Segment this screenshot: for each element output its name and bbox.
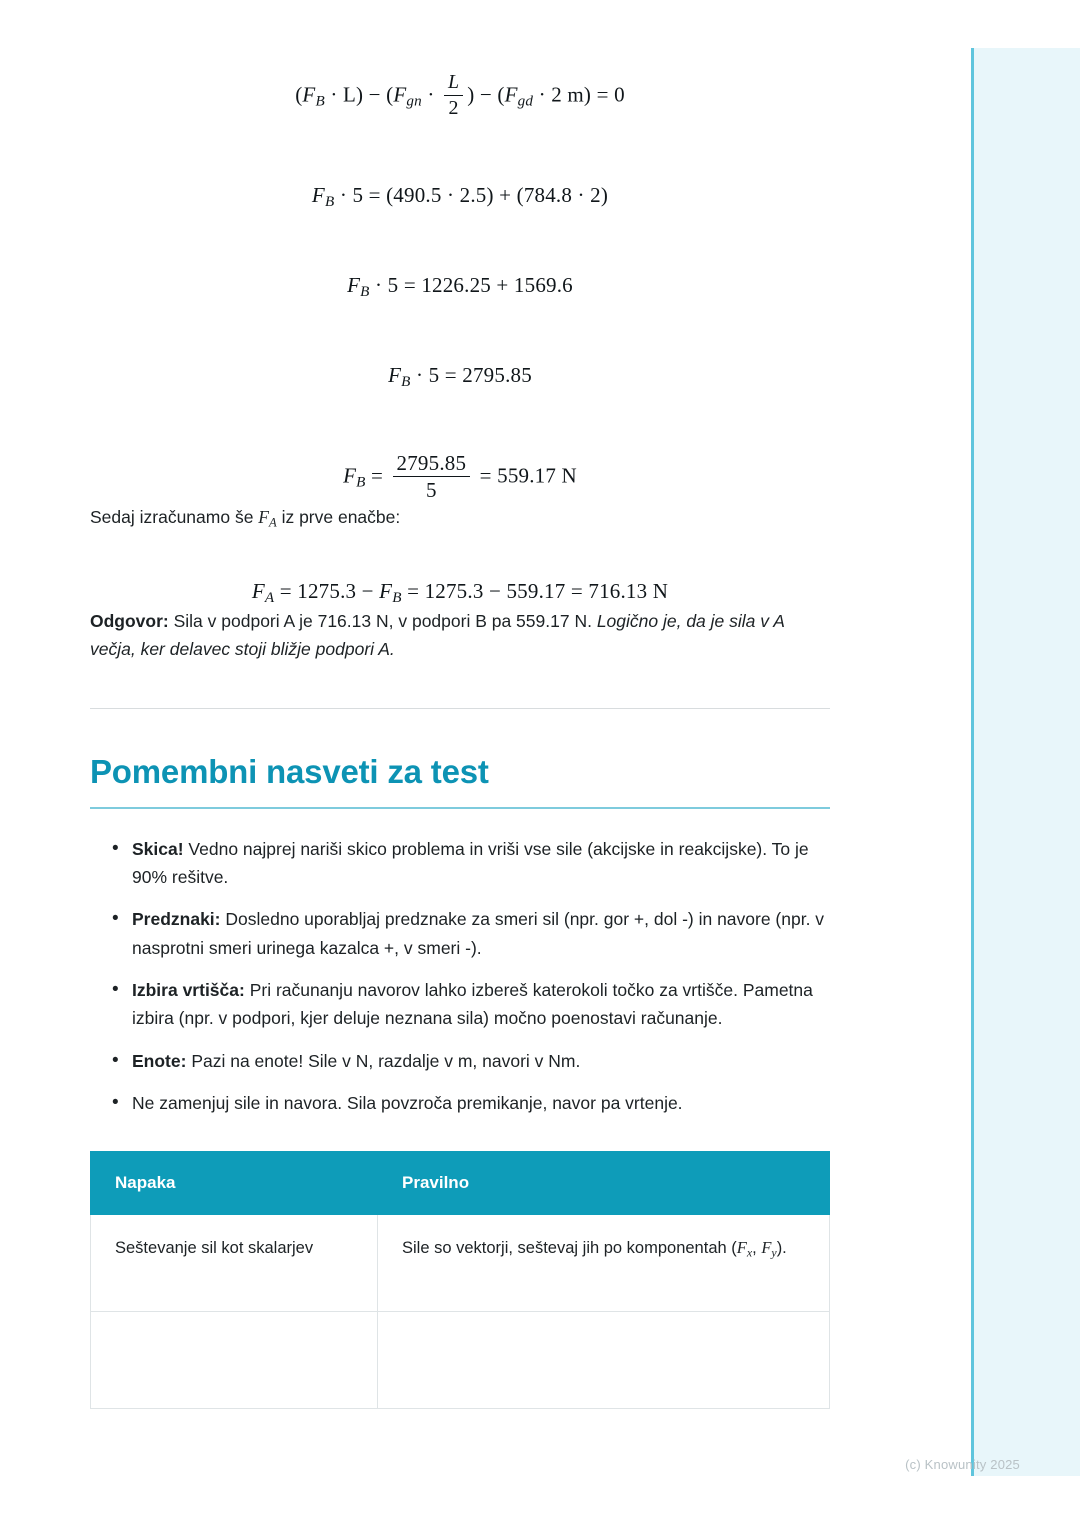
- eq3-subscript: B: [360, 284, 370, 301]
- table-header-row: [91, 1152, 830, 1215]
- equation-fb-result: [90, 452, 830, 503]
- eq5-fraction: [393, 451, 471, 502]
- equation-fb-total: [90, 363, 830, 391]
- table-cell-symbol-fx: F: [736, 1238, 747, 1258]
- eq1-mid-3: ) − (: [467, 82, 505, 107]
- eq3-symbol-f: F: [347, 273, 361, 298]
- eq6-subscript-b: B: [392, 589, 402, 606]
- table-cell-napaka: [91, 1312, 378, 1409]
- table-cell-text-before: Sile so vektorji, seštevaj jih po komponentah (: [402, 1239, 737, 1258]
- equation-fa-result: [90, 579, 830, 607]
- eq5-subscript: B: [356, 474, 366, 491]
- list-item-lead: Izbira vrtišča:: [132, 980, 245, 1000]
- table-row: [91, 1215, 830, 1312]
- table-cell-text-mid: ,: [752, 1239, 762, 1258]
- eq1-symbol-fgd: F: [504, 82, 518, 107]
- eq1-mid-2: ·: [421, 82, 440, 107]
- eq1-subscript-b: B: [315, 93, 325, 110]
- table-cell-text-after: ).: [776, 1239, 787, 1258]
- list-item-lead: Predznaki:: [132, 909, 221, 930]
- page-margin-strip: [972, 48, 1080, 1476]
- eq1-tail: · 2 m) = 0: [533, 82, 625, 107]
- eq1-symbol-fb: F: [302, 82, 316, 107]
- list-item: [116, 1047, 830, 1075]
- paragraph-sedaj-before: Sedaj izračunamo še: [90, 506, 259, 527]
- list-item-text: Pazi na enote! Sile v N, razdalje v m, navori v Nm.: [186, 1050, 581, 1071]
- table-row: [91, 1312, 830, 1409]
- eq4-symbol-f: F: [388, 363, 402, 388]
- eq1-fraction-numerator: L: [444, 71, 463, 96]
- equation-fb-sum: [90, 273, 830, 301]
- list-item: [116, 835, 830, 892]
- title-underline: [90, 807, 830, 809]
- list-item: [116, 976, 830, 1033]
- document-content: [90, 0, 830, 1409]
- eq1-fraction-l-2: [444, 71, 463, 120]
- table-header-pravilno: Pravilno: [378, 1152, 830, 1215]
- eq1-subscript-gd: gd: [517, 93, 534, 110]
- eq2-symbol-f: F: [311, 182, 325, 207]
- list-item-lead: Enote:: [132, 1050, 187, 1071]
- eq5-fraction-numerator: 2795.85: [393, 451, 471, 477]
- table-cell-symbol-fy: F: [761, 1238, 772, 1258]
- paragraph-sedaj-subscript: A: [269, 515, 277, 530]
- eq3-body: · 5 = 1226.25 + 1569.6: [369, 273, 573, 298]
- page-margin-rule: [971, 48, 974, 1476]
- eq6-symbol-fa: F: [251, 578, 265, 603]
- list-item-lead: Skica!: [132, 838, 184, 859]
- eq5-equals: =: [365, 462, 389, 487]
- eq1-fraction-denominator: 2: [448, 96, 459, 119]
- answer-note: Logično je, da je sila v A večja, ker delavec stoji bližje podpori A.: [90, 610, 785, 660]
- paragraph-sedaj-symbol: F: [258, 506, 269, 527]
- section-divider: [90, 708, 830, 709]
- list-item-text: Ne zamenjuj sile in navora. Sila povzroča premikanje, navor pa vrtenje.: [132, 1093, 683, 1114]
- list-item: [116, 905, 830, 962]
- eq2-subscript: B: [324, 194, 335, 211]
- mistakes-table: [90, 1151, 830, 1409]
- table-header-napaka: Napaka: [91, 1152, 378, 1215]
- table-cell-pravilno: [378, 1215, 830, 1312]
- paragraph-sedaj: [90, 503, 830, 533]
- watermark: (c) Knowunity 2025: [905, 1457, 1020, 1472]
- list-item-text: Pri računanju navorov lahko izbereš katerokoli točko za vrtišče. Pametna izbira (npr. v podpori, kjer deluje neznana sila) močno poenostavi računanje.: [132, 980, 813, 1029]
- equation-fb-expanded: [90, 183, 830, 211]
- eq6-mid: = 1275.3 −: [274, 578, 380, 603]
- table-cell-subscript-x: x: [746, 1245, 753, 1260]
- list-item-text: Dosledno uporabljaj predznake za smeri sil (npr. gor +, dol -) in navore (npr. v nasprotni smeri urinega kazalca +, v smeri -).: [132, 909, 825, 958]
- eq1-open-paren: (: [295, 82, 303, 107]
- eq1-symbol-fgn: F: [393, 82, 407, 107]
- eq5-tail: = 559.17 N: [474, 462, 577, 487]
- list-item-text: Vedno najprej nariši skico problema in vriši vse sile (akcijske in reakcijske). To je 90% rešitve.: [132, 838, 809, 887]
- eq2-body: · 5 = (490.5 · 2.5) + (784.8 · 2): [334, 182, 609, 207]
- page-title: Pomembni nasveti za test: [90, 752, 489, 790]
- eq1-mid-1: · L) − (: [324, 82, 394, 107]
- eq4-body: · 5 = 2795.85: [410, 363, 532, 388]
- tips-list: [90, 835, 830, 1118]
- table-cell-napaka: Seštevanje sil kot skalarjev: [91, 1215, 378, 1312]
- list-item: [116, 1089, 830, 1117]
- table-cell-subscript-y: y: [771, 1245, 777, 1260]
- paragraph-sedaj-after: iz prve enačbe:: [276, 506, 401, 527]
- eq5-symbol-f: F: [343, 462, 357, 487]
- eq5-fraction-denominator: 5: [425, 477, 437, 502]
- answer-paragraph: [90, 607, 830, 664]
- answer-text: Sila v podpori A je 716.13 N, v podpori B pa 559.17 N.: [168, 610, 597, 631]
- eq1-subscript-gn: gn: [406, 93, 422, 110]
- eq4-subscript: B: [401, 374, 411, 391]
- eq6-symbol-fb: F: [379, 578, 393, 603]
- eq6-subscript-a: A: [264, 589, 275, 606]
- answer-label: Odgovor:: [90, 610, 169, 631]
- equation-moment-balance: [90, 72, 830, 121]
- table-cell-pravilno: [378, 1312, 830, 1409]
- eq6-tail: = 1275.3 − 559.17 = 716.13 N: [401, 578, 669, 603]
